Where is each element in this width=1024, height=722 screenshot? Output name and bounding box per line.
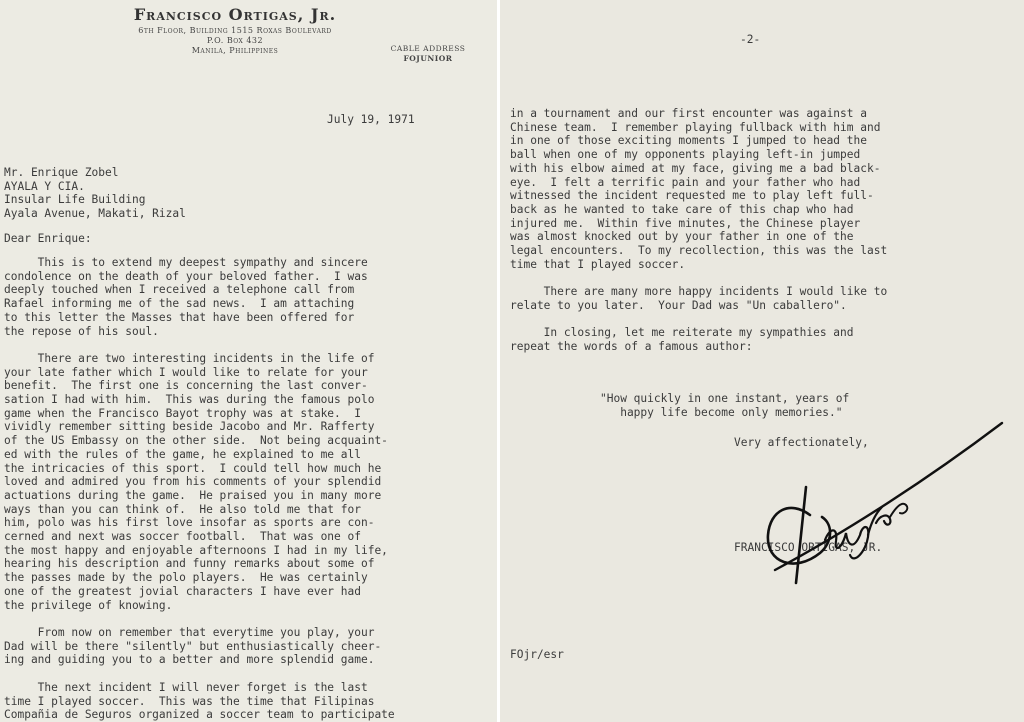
quotation: "How quickly in one instant, years of happy life become only memories." xyxy=(600,392,850,419)
cable-address-label: CABLE ADDRESS xyxy=(390,44,466,53)
page-number: -2- xyxy=(740,33,761,46)
letter-date: July 19, 1971 xyxy=(327,113,415,126)
handwritten-signature xyxy=(750,415,1010,590)
reference-initials: FOjr/esr xyxy=(510,648,564,661)
letter-body-page-2: in a tournament and our first encounter was against a Chinese team. I remember playing fullback with him and in one of those exciting moments I jumped to head the ball when one of my opponents playing left-in jumped with his elbow aimed at my face, giving me a bad black- eye. I felt a terrific pain and your father who had witnessed the incident requested me to play left full- back as he wanted to take care of this chap who had injured me. Within five minutes, the Chinese player was almost knocked out by your father in one of the legal encounters. To my recollection, this was the last time that I played soccer. There are many more happy incidents I would like to relate to you later. Your Dad was "Un caballero". In closing, let me reiterate my sympathies and repeat the words of a famous author: xyxy=(510,107,888,353)
letterhead-address-line-1: 6th Floor, Building 1515 Roxas Boulevard xyxy=(138,26,332,35)
cable-address-value: FOJUNIOR xyxy=(403,54,453,63)
letterhead-name: Francisco Ortigas, Jr. xyxy=(133,5,337,24)
letter-body-page-1: This is to extend my deepest sympathy and sincere condolence on the death of your beloved father. I was deeply touched when I received a telephone call from Rafael informing me of the sad news. I am attaching to this letter the Masses that have been offered for the repose of his soul. There are two interesting incidents in the life of your late father which I would like to relate for your benefit. The first one is concerning the last conver- sation I had with him. This was during the famous polo game when the Francisco Bayot trophy was at stake. I vividly remember sitting beside Jacobo and Mr. Rafferty of the US Embassy on the other side. Not being acquaint- ed with the rules of the game, he explained to me all the intricacies of this sport. I could tell how much he loved and admired you from his comments of your splendid actuations during the game. He praised you in many more ways than you can think of. He also told me that for him, polo was his first love insofar as sports are con- cerned and next was soccer football. That was one of the most happy and enjoyable afternoons I had in my life, hearing his description and funny remarks about some of the passes made by the polo players. He was certainly one of the greatest jovial characters I have ever had the privilege of knowing. From now on remember that everytime you play, your Dad will be there "silently" but enthusiastically cheer- ing and guiding you to a better and more splendid game. The next incident I will never forget is the last time I played soccer. This was the time that Filipinas Compañia de Seguros organized a soccer team to participate xyxy=(4,256,395,722)
letterhead-address-line-2: P.O. Box 432 xyxy=(206,36,264,45)
salutation: Dear Enrique: xyxy=(4,232,92,245)
closing: Very affectionately, xyxy=(734,436,869,449)
letter-page-1 xyxy=(0,0,497,722)
letter-page-2 xyxy=(500,0,1024,722)
recipient-address: Mr. Enrique Zobel AYALA Y CIA. Insular Life Building Ayala Avenue, Makati, Rizal xyxy=(4,166,186,221)
letterhead-address-line-3: Manila, Philippines xyxy=(191,46,279,55)
signatory-name: FRANCISCO ORTIGAS, JR. xyxy=(734,541,883,554)
